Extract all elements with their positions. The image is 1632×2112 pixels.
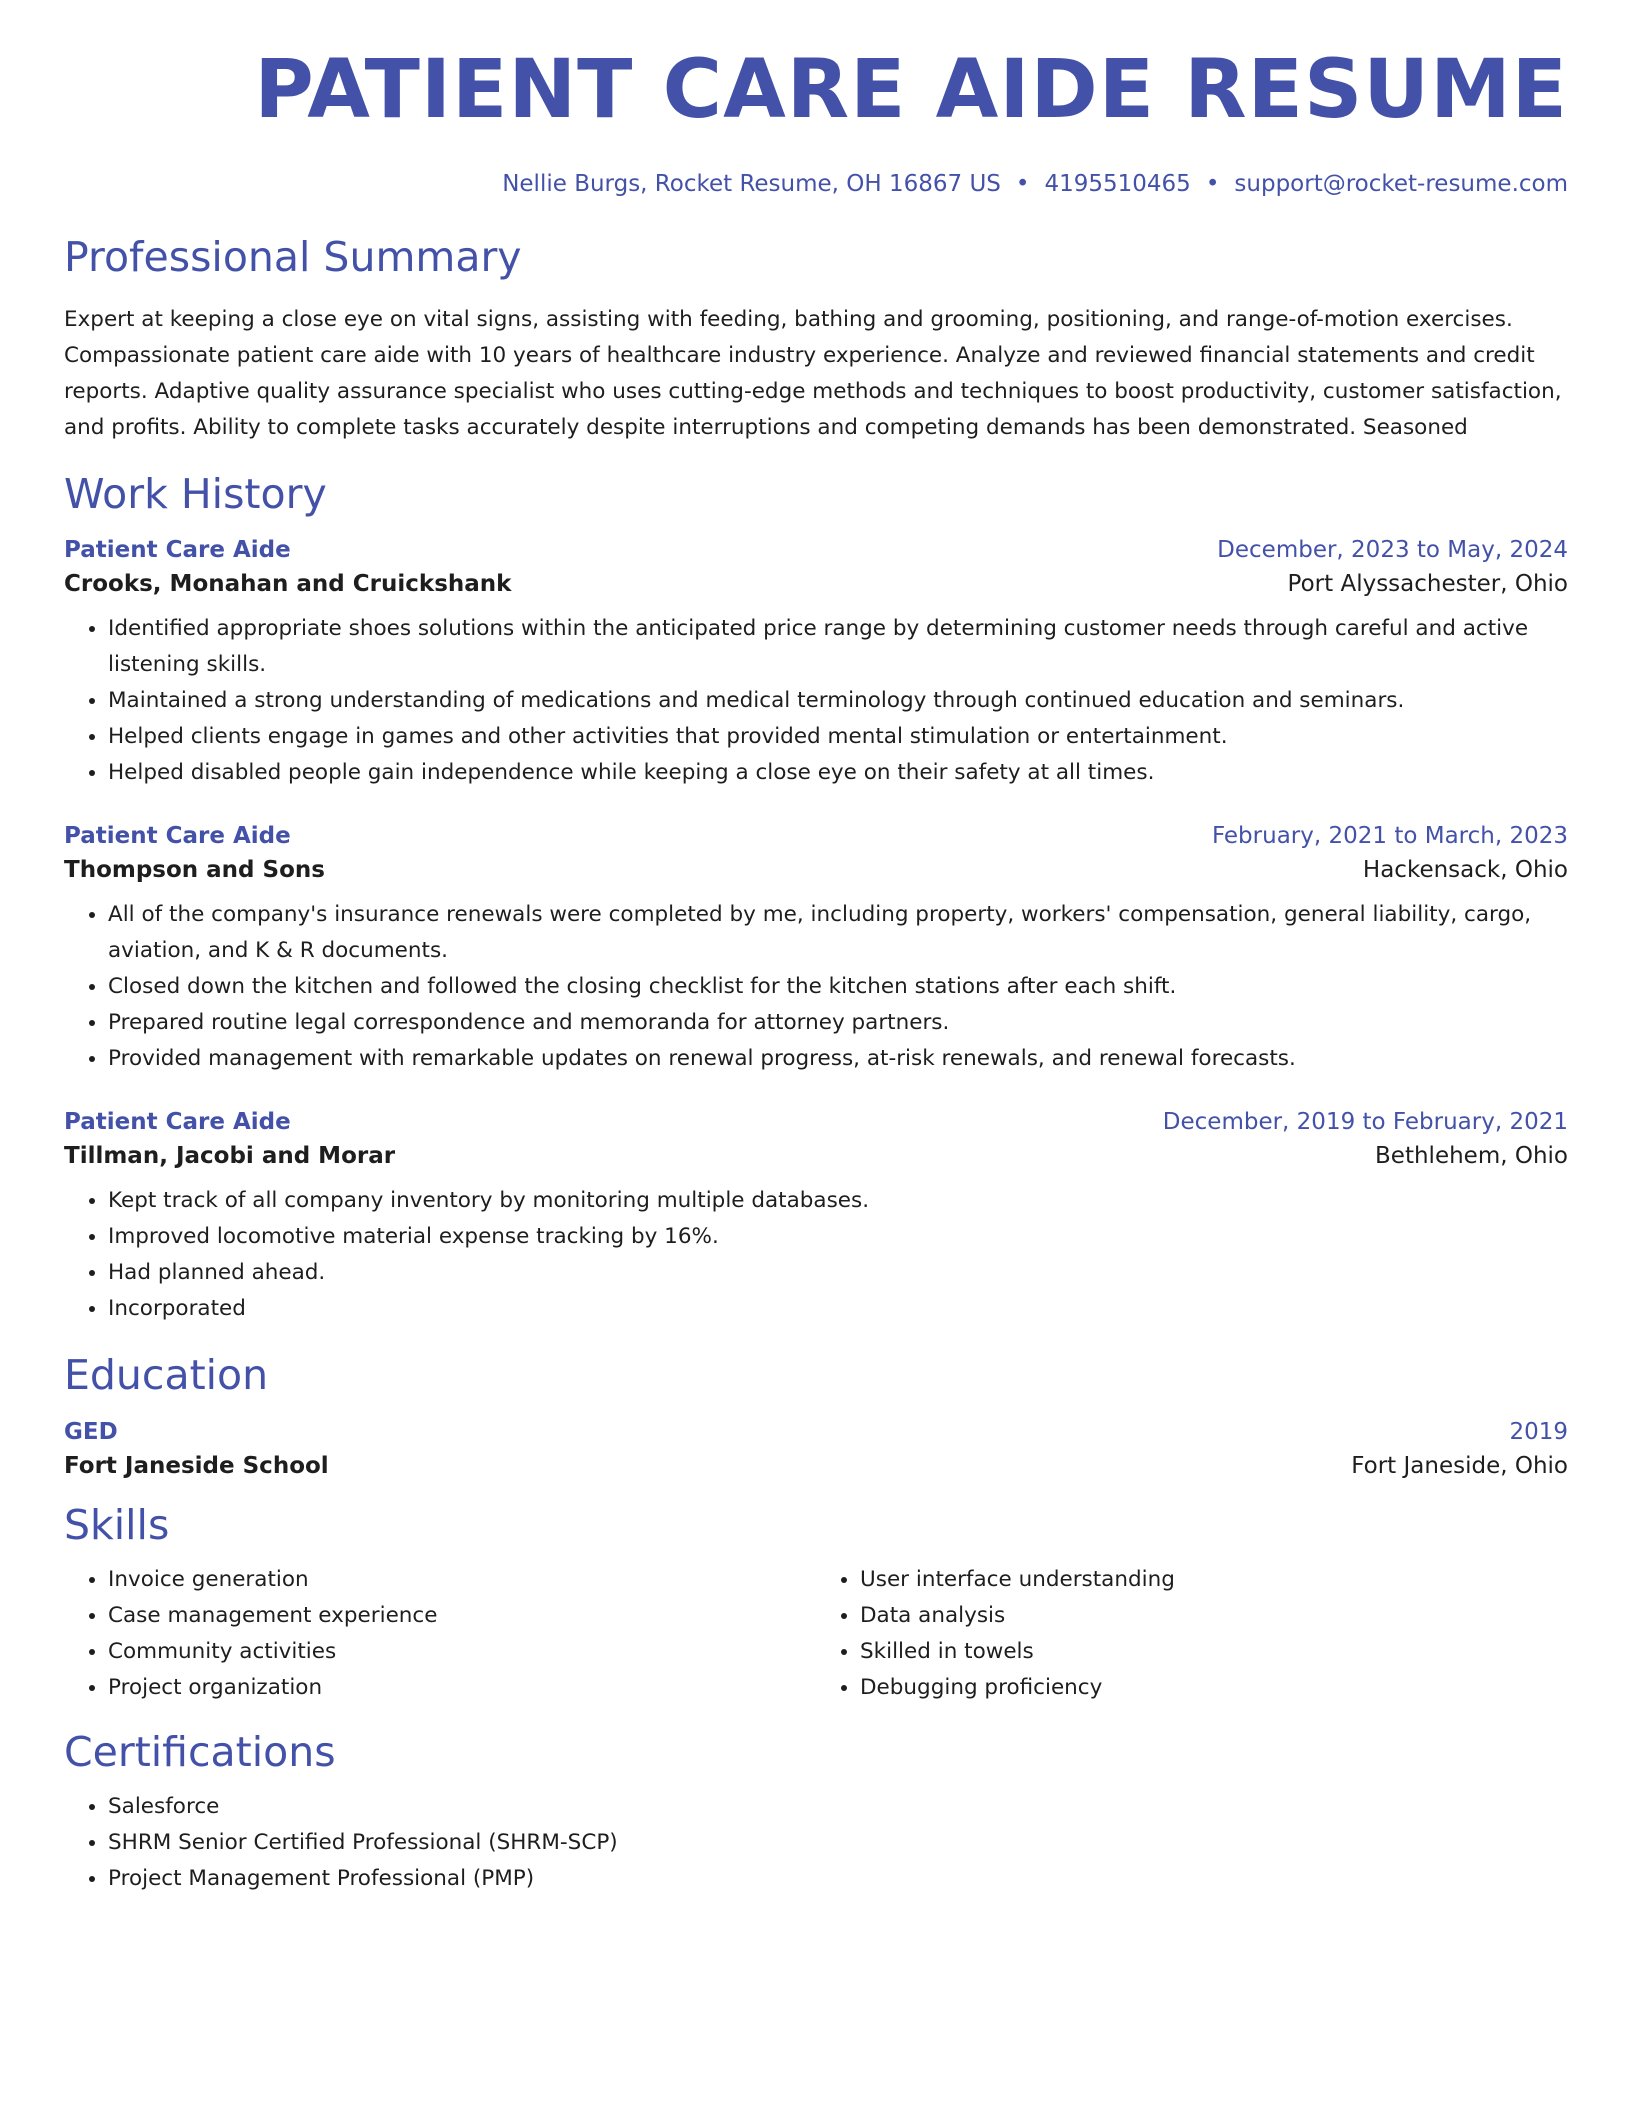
resume-title: PATIENT CARE AIDE RESUME (254, 43, 1568, 137)
list-item: • Identified appropriate shoes solutions within the anticipated price range by determining customer needs through careful and active listening skills. (108, 611, 1568, 683)
work-history-heading: Work History (64, 470, 327, 519)
job-dates: December, 2023 to May, 2024 (1217, 537, 1568, 564)
education-heading: Education (64, 1351, 269, 1400)
list-item: • Community activities (108, 1634, 816, 1670)
list-item: • Improved locomotive material expense tracking by 16%. (108, 1219, 1568, 1255)
job-company: Crooks, Monahan and Cruickshank (64, 571, 512, 598)
job-dates: February, 2021 to March, 2023 (1211, 823, 1568, 850)
education-year: 2019 (1509, 1418, 1568, 1445)
list-item: • Helped clients engage in games and other activities that provided mental stimulation or entertainment. (108, 719, 1568, 755)
list-item: • Helped disabled people gain independence while keeping a close eye on their safety at all times. (108, 755, 1568, 791)
job-entry (64, 823, 1568, 1077)
job-bullets (64, 897, 1568, 1077)
list-item: • Project organization (108, 1670, 816, 1706)
list-item: • Had planned ahead. (108, 1255, 1568, 1291)
contact-email[interactable]: support@rocket-resume.com (1234, 171, 1568, 197)
list-item: • SHRM Senior Certified Professional (SHRM-SCP) (108, 1825, 1568, 1861)
contact-address: Nellie Burgs, Rocket Resume, OH 16867 US (502, 171, 1001, 197)
job-title: Patient Care Aide (64, 823, 291, 850)
job-company: Tillman, Jacobi and Morar (64, 1143, 396, 1170)
job-bullets (64, 611, 1568, 791)
certifications-section (64, 1728, 1568, 1897)
list-item: • Closed down the kitchen and followed the closing checklist for the kitchen stations after each shift. (108, 969, 1568, 1005)
skills-section (64, 1501, 1568, 1706)
skills-list-left (64, 1562, 816, 1706)
list-item: • Maintained a strong understanding of medications and medical terminology through continued education and seminars. (108, 683, 1568, 719)
job-title: Patient Care Aide (64, 537, 291, 564)
contact-phone: 4195510465 (1044, 171, 1191, 197)
list-item: • Debugging proficiency (860, 1670, 1568, 1706)
certifications-list (64, 1789, 1568, 1897)
certifications-heading: Certifications (64, 1727, 336, 1776)
list-item: • Kept track of all company inventory by monitoring multiple databases. (108, 1183, 1568, 1219)
job-location: Hackensack, Ohio (1362, 857, 1568, 884)
list-item: • All of the company's insurance renewals were completed by me, including property, workers' compensation, general liability, cargo, aviation, and K & R documents. (108, 897, 1568, 969)
list-item: • Project Management Professional (PMP) (108, 1861, 1568, 1897)
contact-line (64, 171, 1568, 197)
job-bullets (64, 1183, 1568, 1327)
list-item: • Invoice generation (108, 1562, 816, 1598)
list-item: • Case management experience (108, 1598, 816, 1634)
list-item: • Salesforce (108, 1789, 1568, 1825)
education-location: Fort Janeside, Ohio (1351, 1452, 1568, 1479)
resume-header (64, 0, 1568, 197)
education-school: Fort Janeside School (64, 1452, 329, 1479)
list-item: • Prepared routine legal correspondence and memoranda for attorney partners. (108, 1005, 1568, 1041)
job-company: Thompson and Sons (64, 857, 325, 884)
contact-separator: • (1205, 171, 1220, 197)
list-item: • User interface understanding (860, 1562, 1568, 1598)
list-item: • Incorporated (108, 1291, 1568, 1327)
summary-section (64, 233, 1568, 446)
list-item: • Skilled in towels (860, 1634, 1568, 1670)
job-entry (64, 537, 1568, 791)
work-history-section (64, 470, 1568, 1327)
contact-separator: • (1015, 171, 1030, 197)
summary-heading: Professional Summary (64, 233, 522, 281)
summary-text: Expert at keeping a close eye on vital signs, assisting with feeding, bathing and grooming, positioning, and range-of-motion exercises. Compassionate patient care aide with 10 years of healthcare industry experience. Analyze and reviewed financial statements and credit reports. Adaptive quality assurance specialist who uses cutting-edge methods and techniques to boost productivity, customer satisfaction, and profits. Ability to complete tasks accurately despite interruptions and competing demands has been demonstrated. Seasoned (64, 307, 1562, 441)
education-section (64, 1351, 1568, 1478)
list-item: • Provided management with remarkable updates on renewal progress, at-risk renewals, and renewal forecasts. (108, 1041, 1568, 1077)
education-degree: GED (64, 1418, 118, 1445)
job-title: Patient Care Aide (64, 1109, 291, 1136)
skills-heading: Skills (64, 1500, 170, 1549)
list-item: • Data analysis (860, 1598, 1568, 1634)
skills-grid (64, 1562, 1568, 1706)
job-dates: December, 2019 to February, 2021 (1162, 1109, 1568, 1136)
job-location: Bethlehem, Ohio (1375, 1143, 1568, 1170)
job-entry (64, 1109, 1568, 1327)
skills-list-right (816, 1562, 1568, 1706)
job-location: Port Alyssachester, Ohio (1287, 571, 1568, 598)
